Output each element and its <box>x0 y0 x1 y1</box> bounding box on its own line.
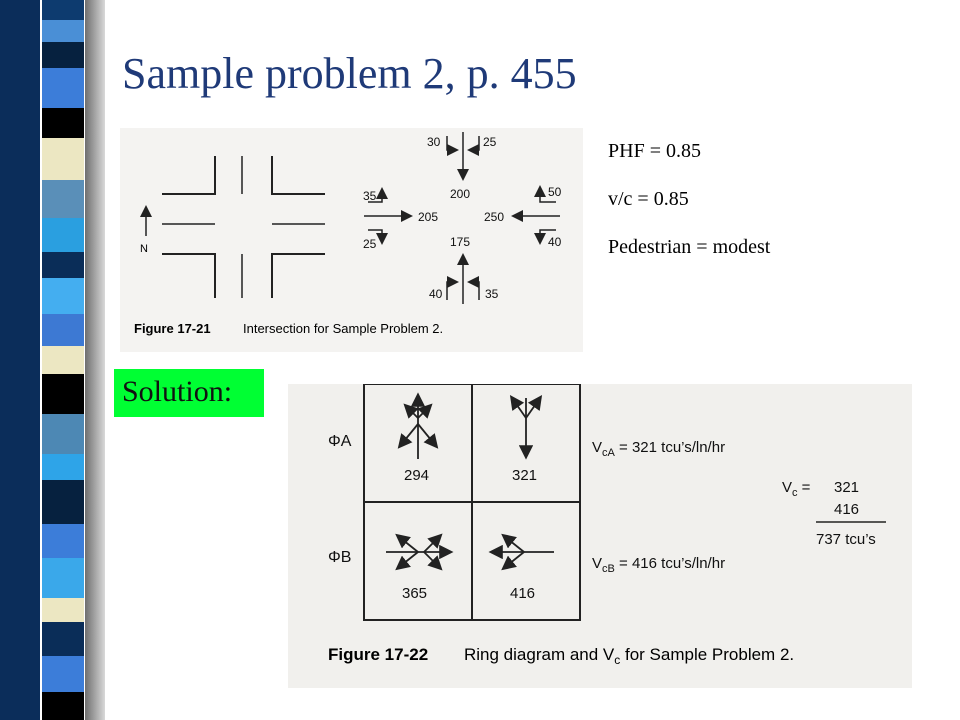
northbound-right-arrow <box>470 282 479 300</box>
phase-b-eastbound-arrows <box>386 536 450 568</box>
phase-a-northbound-arrows <box>400 396 436 459</box>
southbound-left-volume: 30 <box>427 135 441 149</box>
eastbound-right-volume: 25 <box>363 237 377 251</box>
figure-17-22-label: Figure 17-22 <box>328 645 429 664</box>
ring-diagram <box>288 384 912 688</box>
phase-b-cell-2-volume: 416 <box>510 585 536 602</box>
vc-term-2: 416 <box>834 501 860 518</box>
vc-term-1: 321 <box>834 479 860 496</box>
vc-ratio-value: v/c = 0.85 <box>608 188 689 210</box>
phase-b-cell-1-volume: 365 <box>402 585 428 602</box>
slide-title: Sample problem 2, p. 455 <box>122 49 577 98</box>
northbound-left-arrow <box>447 282 456 300</box>
ring-grid <box>364 384 580 620</box>
northbound-left-volume: 40 <box>429 287 443 301</box>
phase-a-southbound-arrows <box>512 398 540 456</box>
figure-17-22-ring-diagram <box>288 384 912 688</box>
southbound-through-volume: 200 <box>450 187 471 201</box>
intersection-diagram <box>120 128 583 352</box>
intersection-lanes <box>162 156 325 298</box>
figure-17-21-intersection <box>120 128 583 352</box>
phase-a-label: ΦA <box>328 433 352 450</box>
vc-equation-label: $V_c$ = <box>782 479 811 499</box>
northbound-through-volume: 175 <box>450 235 471 249</box>
phf-value: PHF = 0.85 <box>608 140 701 162</box>
phase-a-cell-1-volume: 294 <box>404 467 430 484</box>
eastbound-left-volume: 35 <box>363 189 377 203</box>
westbound-right-volume: 40 <box>548 235 562 249</box>
westbound-through-volume: 250 <box>484 210 505 224</box>
pedestrian-value: Pedestrian = modest <box>608 236 771 258</box>
north-label: N <box>140 243 148 255</box>
southbound-left-arrow <box>447 136 456 150</box>
westbound-left-volume: 50 <box>548 185 562 199</box>
phase-a-cell-2-volume: 321 <box>512 467 538 484</box>
southbound-right-volume: 25 <box>483 135 497 149</box>
decorative-stripe-bar <box>0 0 105 720</box>
southbound-right-arrow <box>470 136 479 150</box>
phase-b-westbound-arrows <box>492 536 554 568</box>
figure-17-21-label: Figure 17-21 <box>134 321 211 336</box>
northbound-right-volume: 35 <box>485 287 499 301</box>
figure-17-21-caption: Intersection for Sample Problem 2. <box>243 321 444 336</box>
solution-label: Solution: <box>114 369 264 417</box>
problem-parameters <box>608 136 770 280</box>
vcb-equation: $V_{cB} = 416$ tcu’s/ln/hr <box>592 555 726 575</box>
eastbound-through-volume: 205 <box>418 210 439 224</box>
figure-17-22-caption: Ring diagram and $V_c$ for Sample Problem 2. <box>464 645 795 667</box>
vc-total: 737 tcu’s <box>816 531 876 548</box>
vca-equation: $V_{cA} = 321$ tcu’s/ln/hr <box>592 439 726 459</box>
phase-b-label: ΦB <box>328 549 352 566</box>
